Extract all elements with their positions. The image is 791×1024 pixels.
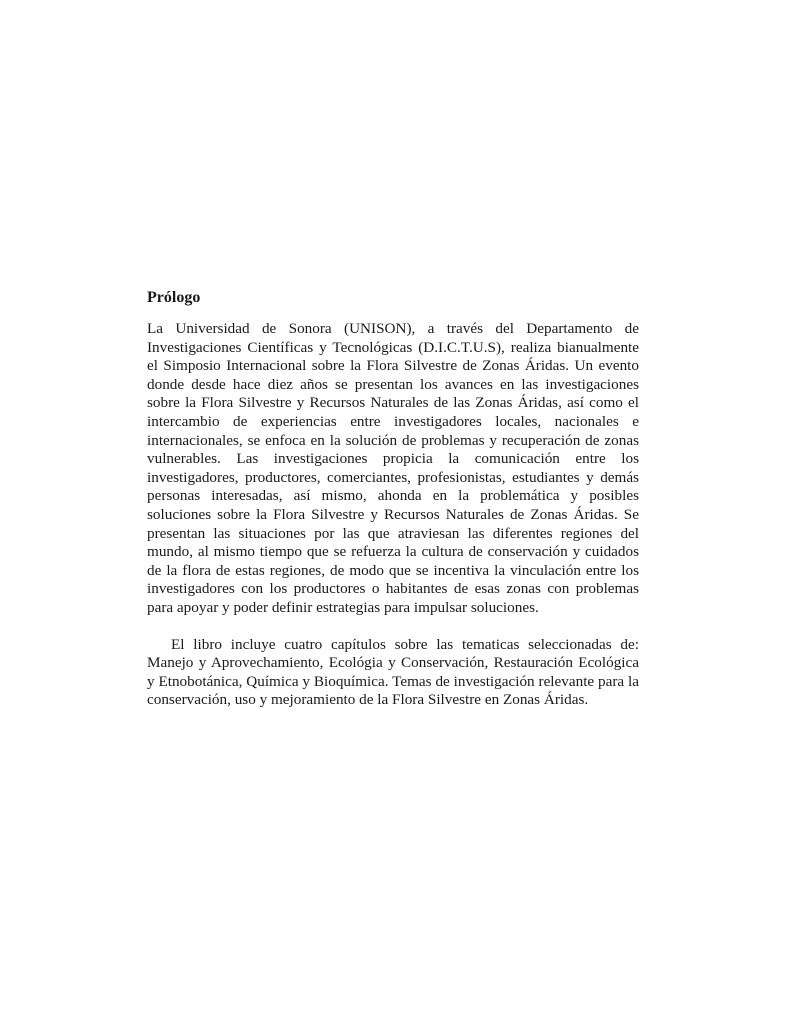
section-heading: Prólogo (147, 289, 201, 306)
prologue-section (147, 288, 639, 710)
paragraph-intro: La Universidad de Sonora (UNISON), a través del Departamento de Investigaciones Científicas y Tecnológicas (D.I.C.T.U.S), realiza bianualmente el Simposio Internacional sobre la Flora Silvestre de Zonas Áridas. Un evento donde desde hace diez años se presentan los avances en las investigaciones sobre la Flora Silvestre y Recursos Naturales de las Zonas Áridas, así como el intercambio de experiencias entre investigadores locales, nacionales e internacionales, se enfoca en la solución de problemas y recuperación de zonas vulnerables. Las investigaciones propicia la comunicación entre los investigadores, productores, comerciantes, profesionistas, estudiantes y demás personas interesadas, así mismo, ahonda en la problemática y posibles soluciones sobre la Flora Silvestre y Recursos Naturales de Zonas Áridas. Se presentan las situaciones por las que atraviesan las diferentes regiones del mundo, al mismo tiempo que se refuerza la cultura de conservación y cuidados de la flora de estas regiones, de modo que se incentiva la vinculación entre los investigadores con los productores o habitantes de esas zonas con problemas para apoyar y poder definir estrategias para impulsar soluciones. (147, 320, 639, 616)
paragraph-chapters: El libro incluye cuatro capítulos sobre las tematicas seleccionadas de: Manejo y Aprovechamiento, Ecológia y Conservación, Restauración Ecológica y Etnobotánica, Química y Bioquímica. Temas de investigación relevante para la conservación, uso y mejoramiento de la Flora Silvestre en Zonas Áridas. (147, 635, 639, 709)
